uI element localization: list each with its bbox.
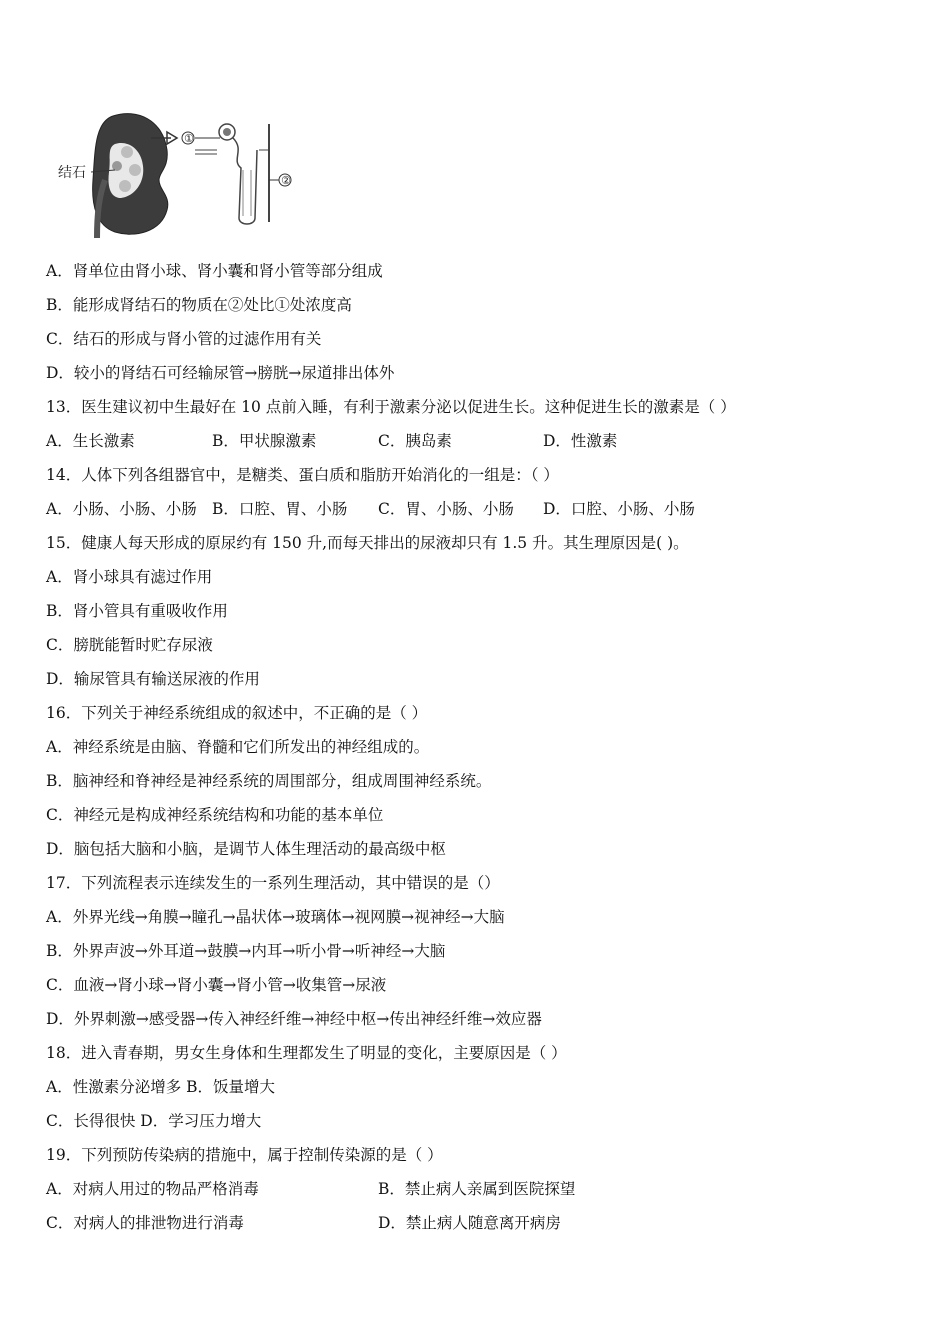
q18-options-line1: A．性激素分泌增多 B．饭量增大: [46, 1078, 276, 1096]
q14-option-a: A．小肠、小肠、小肠: [46, 500, 197, 518]
q17-option-d: D．外界刺激→感受器→传入神经纤维→神经中枢→传出神经纤维→效应器: [46, 1010, 542, 1028]
kidney-diagram: [55, 110, 305, 238]
q17-option-b: B．外界声波→外耳道→鼓膜→内耳→听小骨→听神经→大脑: [46, 942, 446, 960]
q18-options-line2: C．长得很快 D．学习压力增大: [46, 1112, 262, 1130]
kidney-nephron-figure: [55, 110, 305, 238]
q19-option-d: D．禁止病人随意离开病房: [378, 1214, 561, 1232]
q16-option-d: D．脑包括大脑和小脑，是调节人体生理活动的最高级中枢: [46, 840, 446, 858]
q16-option-c: C．神经元是构成神经系统结构和功能的基本单位: [46, 806, 384, 824]
q13-option-d: D．性激素: [543, 432, 618, 450]
q19-option-c: C．对病人的排泄物进行消毒: [46, 1214, 244, 1232]
q13-option-c: C．胰岛素: [378, 432, 452, 450]
q16-option-b: B．脑神经和脊神经是神经系统的周围部分，组成周围神经系统。: [46, 772, 492, 790]
q15-stem: 15．健康人每天形成的原尿约有 150 升,而每天排出的尿液却只有 1.5 升。其生理原因是( )。: [46, 534, 689, 552]
q13-stem: 13．医生建议初中生最好在 10 点前入睡，有利于激素分泌以促进生长。这种促进生长的激素是（ ）: [46, 398, 736, 416]
q12-option-a: A．肾单位由肾小球、肾小囊和肾小管等部分组成: [46, 262, 383, 280]
q16-option-a: A．神经系统是由脑、脊髓和它们所发出的神经组成的。: [46, 738, 430, 756]
marker-2: ②: [281, 174, 291, 187]
q17-option-a: A．外界光线→角膜→瞳孔→晶状体→玻璃体→视网膜→视神经→大脑: [46, 908, 505, 926]
q19-option-b: B．禁止病人亲属到医院探望: [378, 1180, 576, 1198]
q13-option-b: B．甲状腺激素: [212, 432, 317, 450]
stone-label: 结石: [58, 165, 86, 181]
q14-stem: 14．人体下列各组器官中，是糖类、蛋白质和脂肪开始消化的一组是：（ ）: [46, 466, 559, 484]
q18-stem: 18．进入青春期，男女生身体和生理都发生了明显的变化，主要原因是（ ）: [46, 1044, 567, 1062]
q17-option-c: C．血液→肾小球→肾小囊→肾小管→收集管→尿液: [46, 976, 387, 994]
q15-option-c: C．膀胱能暂时贮存尿液: [46, 636, 213, 654]
marker-1: ①: [184, 132, 194, 145]
q12-option-c: C．结石的形成与肾小管的过滤作用有关: [46, 330, 322, 348]
q19-stem: 19．下列预防传染病的措施中，属于控制传染源的是（ ）: [46, 1146, 443, 1164]
q15-option-b: B．肾小管具有重吸收作用: [46, 602, 228, 620]
q15-option-a: A．肾小球具有滤过作用: [46, 568, 213, 586]
q19-option-a: A．对病人用过的物品严格消毒: [46, 1180, 259, 1198]
q13-option-a: A．生长激素: [46, 432, 135, 450]
q14-option-b: B．口腔、胃、小肠: [212, 500, 348, 518]
q14-option-c: C．胃、小肠、小肠: [378, 500, 514, 518]
q14-option-d: D．口腔、小肠、小肠: [543, 500, 695, 518]
q12-option-b: B．能形成肾结石的物质在②处比①处浓度高: [46, 296, 352, 314]
q17-stem: 17．下列流程表示连续发生的一系列生理活动，其中错误的是（）: [46, 874, 500, 892]
q12-option-d: D．较小的肾结石可经输尿管→膀胱→尿道排出体外: [46, 364, 395, 382]
q15-option-d: D．输尿管具有输送尿液的作用: [46, 670, 260, 688]
q16-stem: 16．下列关于神经系统组成的叙述中，不正确的是（ ）: [46, 704, 428, 722]
